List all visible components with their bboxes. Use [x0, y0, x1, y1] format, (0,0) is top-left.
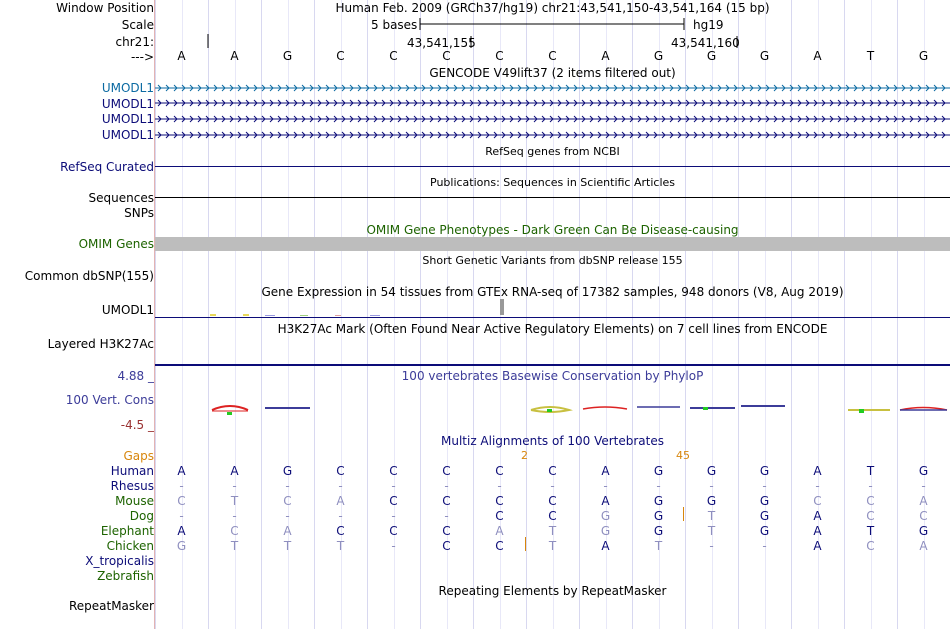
aligned-base: G [653, 509, 664, 523]
omim-title: OMIM Gene Phenotypes - Dark Green Can Be Disease-causing [366, 223, 739, 237]
sequences-label[interactable]: Sequences [88, 191, 154, 205]
ruler-base: G [282, 49, 293, 63]
aligned-base: T [283, 539, 292, 553]
repeatmasker-label[interactable]: RepeatMasker [68, 599, 154, 613]
aligned-base: - [603, 479, 608, 493]
ruler-base: C [389, 49, 398, 63]
aligned-base: A [177, 524, 186, 538]
aligned-base: G [176, 539, 187, 553]
aligned-base: C [442, 464, 451, 478]
aligned-base: - [550, 479, 555, 493]
aligned-base: C [866, 494, 875, 508]
chrom-label[interactable]: chr21: [115, 35, 154, 49]
refseq-label[interactable]: RefSeq Curated [60, 160, 154, 174]
aligned-base: - [338, 479, 343, 493]
aligned-base: - [444, 479, 449, 493]
aligned-base: T [707, 509, 716, 523]
aligned-base: C [389, 494, 398, 508]
refseq-gene-line[interactable] [155, 166, 950, 167]
aligned-base: C [495, 464, 504, 478]
aligned-base: - [232, 509, 237, 523]
aligned-base: G [759, 494, 770, 508]
insertion-marker [683, 507, 684, 521]
aligned-base: T [230, 494, 239, 508]
species-label: Elephant [100, 524, 154, 538]
ruler-base: A [813, 49, 822, 63]
gap-count: 45 [676, 449, 690, 462]
aligned-base: C [389, 524, 398, 538]
aligned-base: A [813, 524, 822, 538]
aligned-base: A [601, 494, 610, 508]
species-label: Human [110, 464, 154, 478]
aligned-base: C [442, 494, 451, 508]
track-area[interactable] [155, 0, 950, 629]
aligned-base: - [179, 509, 184, 523]
aligned-base: A [177, 464, 186, 478]
aligned-base: C [548, 509, 557, 523]
aligned-base: G [918, 524, 929, 538]
aligned-base: G [653, 494, 664, 508]
species-label: Zebrafish [97, 569, 154, 583]
gencode-gene-label[interactable]: UMODL1 [101, 97, 154, 111]
aligned-base: - [656, 479, 661, 493]
multiz-title: Multiz Alignments of 100 Vertebrates [440, 434, 665, 448]
strand-label[interactable]: ---> [130, 50, 154, 64]
aligned-base: A [230, 464, 239, 478]
aligned-base: G [918, 464, 929, 478]
aligned-base: - [709, 479, 714, 493]
species-label: Rhesus [110, 479, 154, 493]
species-label: Dog [129, 509, 154, 523]
gap-count: 2 [521, 449, 528, 462]
dbsnp-title: Short Genetic Variants from dbSNP release 155 [422, 254, 683, 267]
ruler-lines [155, 0, 950, 50]
aligned-base: T [336, 539, 345, 553]
gtex-label[interactable]: UMODL1 [101, 303, 154, 317]
cons-signal[interactable] [155, 398, 950, 428]
aligned-base: - [285, 479, 290, 493]
cons-max-label: 4.88 _ [117, 369, 154, 383]
aligned-base: C [442, 539, 451, 553]
ruler-base: T [866, 49, 875, 63]
aligned-base: G [759, 464, 770, 478]
gencode-title: GENCODE V49lift37 (2 items filtered out) [429, 66, 676, 80]
dbsnp-label[interactable]: Common dbSNP(155) [24, 269, 154, 283]
gencode-gene-label[interactable]: UMODL1 [101, 112, 154, 126]
ruler-base: C [336, 49, 345, 63]
repeatmasker-title: Repeating Elements by RepeatMasker [438, 584, 667, 598]
scale-text: 5 bases [371, 18, 418, 32]
tick-label: 43,541,160 [671, 36, 740, 50]
aligned-base: T [866, 524, 875, 538]
aligned-base: - [762, 539, 767, 553]
aligned-base: C [495, 494, 504, 508]
window-position-label[interactable]: Window Position [56, 1, 154, 15]
insertion-marker [525, 537, 526, 551]
aligned-base: - [497, 479, 502, 493]
ruler-base: G [706, 49, 717, 63]
gaps-label: Gaps [123, 449, 154, 463]
aligned-base: - [391, 539, 396, 553]
aligned-base: A [813, 464, 822, 478]
gencode-gene-tracks[interactable] [155, 80, 950, 150]
aligned-base: C [813, 494, 822, 508]
aligned-base: - [815, 479, 820, 493]
cons-label[interactable]: 100 Vert. Cons [65, 393, 154, 407]
aligned-base: G [600, 524, 611, 538]
h3k27ac-signal-baseline[interactable] [155, 364, 950, 366]
aligned-base: - [179, 479, 184, 493]
aligned-base: - [444, 509, 449, 523]
gencode-gene-label[interactable]: UMODL1 [101, 81, 154, 95]
aligned-base: - [285, 509, 290, 523]
species-label: X_tropicalis [85, 554, 154, 568]
aligned-base: C [495, 539, 504, 553]
aligned-base: C [866, 509, 875, 523]
aligned-base: C [336, 464, 345, 478]
aligned-base: A [919, 494, 928, 508]
aligned-base: C [336, 524, 345, 538]
omim-label[interactable]: OMIM Genes [78, 237, 154, 251]
refseq-title: RefSeq genes from NCBI [485, 145, 620, 158]
aligned-base: C [495, 509, 504, 523]
aligned-base: C [548, 464, 557, 478]
aligned-base: C [177, 494, 186, 508]
h3k27ac-label[interactable]: Layered H3K27Ac [47, 337, 154, 351]
aligned-base: C [283, 494, 292, 508]
aligned-base: C [389, 464, 398, 478]
aligned-base: G [653, 524, 664, 538]
ruler-base: C [442, 49, 451, 63]
gtex-expression-bars[interactable] [155, 299, 950, 319]
aligned-base: C [442, 524, 451, 538]
position-text: Human Feb. 2009 (GRCh37/hg19) chr21:43,541,150-43,541,164 (15 bp) [335, 1, 770, 15]
scale-label[interactable]: Scale [121, 18, 154, 32]
gencode-gene-label[interactable]: UMODL1 [101, 128, 154, 142]
aligned-base: G [653, 464, 664, 478]
aligned-base: G [600, 509, 611, 523]
cons-title: 100 vertebrates Basewise Conservation by PhyloP [401, 369, 704, 383]
ruler-base: G [759, 49, 770, 63]
aligned-base: T [707, 524, 716, 538]
ruler-base: C [495, 49, 504, 63]
aligned-base: G [706, 494, 717, 508]
aligned-base: T [548, 524, 557, 538]
aligned-base: T [230, 539, 239, 553]
aligned-base: A [601, 539, 610, 553]
pubs-title: Publications: Sequences in Scientific Articles [430, 176, 675, 189]
h3k27ac-title: H3K27Ac Mark (Often Found Near Active Regulatory Elements) on 7 cell lines from ENCODE [277, 322, 828, 336]
aligned-base: - [921, 479, 926, 493]
aligned-base: C [548, 494, 557, 508]
aligned-base: - [338, 509, 343, 523]
aligned-base: - [868, 479, 873, 493]
aligned-base: C [919, 509, 928, 523]
gtex-title: Gene Expression in 54 tissues from GTEx RNA-seq of 17382 samples, 948 donors (V8, Aug 2019) [261, 285, 844, 299]
aligned-base: G [759, 509, 770, 523]
species-label: Mouse [115, 494, 154, 508]
cons-min-label: -4.5 _ [120, 418, 154, 432]
aligned-base: T [866, 464, 875, 478]
aligned-base: - [762, 479, 767, 493]
aligned-base: A [336, 494, 345, 508]
aligned-base: G [706, 464, 717, 478]
assembly-text: hg19 [693, 18, 724, 32]
tick-label: 43,541,155 [407, 36, 476, 50]
aligned-base: - [709, 539, 714, 553]
aligned-base: - [232, 479, 237, 493]
aligned-base: A [601, 464, 610, 478]
ruler-base: A [230, 49, 239, 63]
pubs-sequence-line[interactable] [155, 197, 950, 198]
aligned-base: T [654, 539, 663, 553]
ruler-base: A [601, 49, 610, 63]
ruler-base: C [548, 49, 557, 63]
snps-label[interactable]: SNPs [124, 206, 154, 220]
aligned-base: A [813, 539, 822, 553]
ruler-base: G [653, 49, 664, 63]
aligned-base: A [813, 509, 822, 523]
aligned-base: G [282, 464, 293, 478]
aligned-base: - [391, 509, 396, 523]
ruler-base: A [177, 49, 186, 63]
aligned-base: C [866, 539, 875, 553]
omim-feature-bar[interactable] [155, 237, 950, 251]
ruler-base: G [918, 49, 929, 63]
aligned-base: T [548, 539, 557, 553]
aligned-base: A [283, 524, 292, 538]
species-label: Chicken [106, 539, 154, 553]
aligned-base: G [759, 524, 770, 538]
aligned-base: - [391, 479, 396, 493]
aligned-base: C [230, 524, 239, 538]
aligned-base: A [919, 539, 928, 553]
aligned-base: A [495, 524, 504, 538]
